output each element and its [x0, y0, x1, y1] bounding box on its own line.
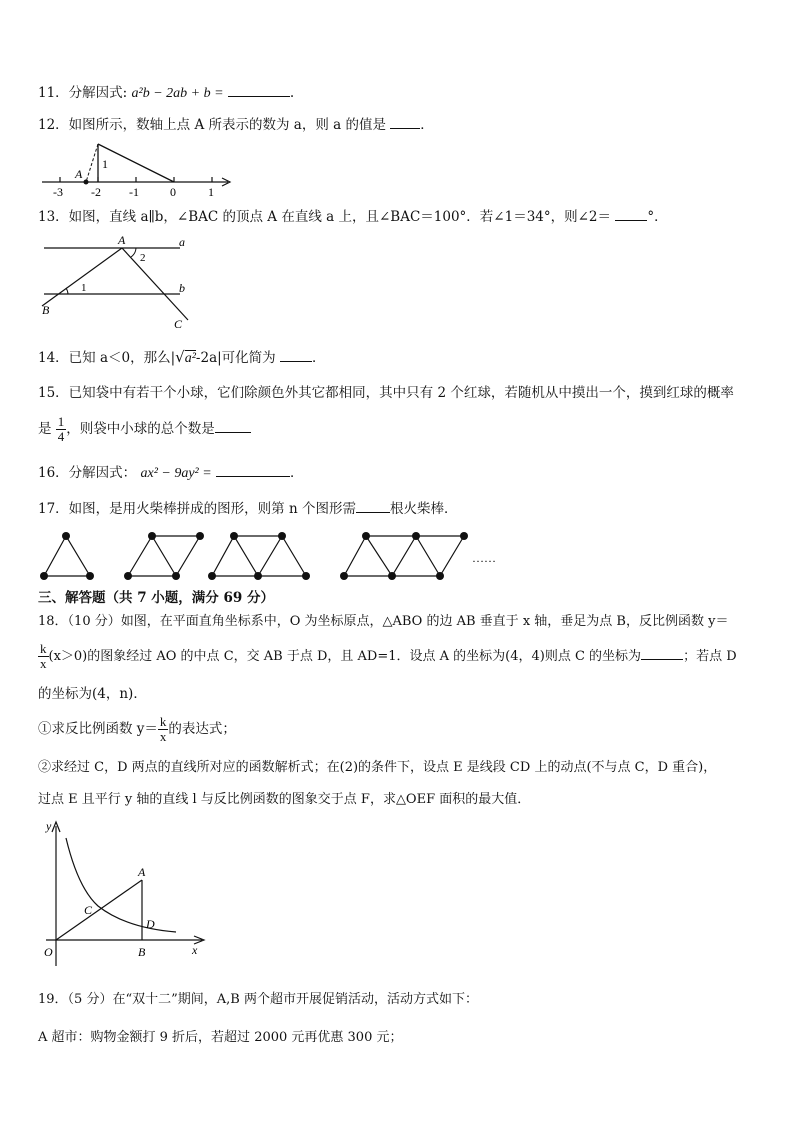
q19-line2: A 超市：购物金额打 9 折后，若超过 2000 元再优惠 300 元； [38, 1030, 403, 1045]
q17-end: 根火柴棒． [389, 501, 458, 517]
origin-label: O [44, 945, 53, 959]
q14-end: ． [311, 350, 326, 366]
question-11 [38, 82, 294, 104]
tick-label: -1 [129, 185, 139, 199]
matchstick-triangles-figure [36, 530, 516, 584]
answer-blank[interactable] [215, 418, 251, 433]
point-B-label: B [42, 303, 50, 317]
answer-blank[interactable] [615, 206, 647, 221]
parallel-lines-figure [38, 232, 198, 336]
number-line-figure [38, 138, 234, 200]
answer-blank[interactable] [390, 114, 420, 129]
question-18-line2 [38, 640, 737, 674]
point-D-label: D [146, 917, 155, 931]
q15-line1: 15．已知袋中有若干个小球，它们除颜色外其它都相同，其中只有 2 个红球，若随机从中摸出一个，摸到红球的概率 [38, 385, 734, 401]
fraction-k-over-x [158, 715, 169, 744]
q18-p1-pre: ①求反比例函数 y＝ [38, 721, 158, 737]
q11-end: . [289, 85, 295, 101]
q16-end: ． [290, 465, 304, 481]
y-axis-label: y [46, 819, 52, 833]
continuation-dots: …… [472, 551, 496, 565]
fraction-numerator: 1 [57, 414, 65, 429]
question-18-part2 [38, 758, 716, 778]
q18-line2: (x＞0)的图象经过 AO 的中点 C，交 AB 于点 D，且 AD=1．设点 A 的坐标为(4，4)则点 C 的坐标为 [48, 649, 642, 664]
question-12 [38, 114, 434, 135]
angle-2-label: 2 [140, 252, 146, 264]
point-A-label: A [75, 167, 83, 181]
q11-label: 11．分解因式: [38, 85, 128, 101]
q18-p2a: ②求经过 C，D 两点的直线所对应的函数解析式；在(2)的条件下，设点 E 是线段 CD 上的动点(不与点 C，D 重合)， [38, 760, 717, 775]
line-b-label: b [179, 281, 185, 295]
q13-text: 13．如图，直线 a∥b，∠BAC 的顶点 A 在直线 a 上，且∠BAC＝100°．若∠1＝34°，则∠2＝ [38, 209, 612, 225]
q18-p1-post: 的表达式； [168, 721, 236, 737]
tick-label: 1 [208, 185, 214, 199]
q14-radicand: a² [184, 351, 196, 366]
q12-end: ． [420, 117, 434, 133]
question-15-line1 [38, 383, 734, 403]
fraction-k-over-x [38, 642, 49, 671]
q18-p2b: 过点 E 且平行 y 轴的直线 l 与反比例函数的图象交于点 F，求△OEF 面积的最大值． [38, 792, 531, 807]
question-19-line1 [38, 990, 478, 1010]
tick-label: -3 [53, 185, 63, 199]
answer-blank[interactable] [228, 82, 290, 97]
q19-line1: 19．（5 分）在“双十二”期间，A,B 两个超市开展促销活动，活动方式如下： [38, 992, 478, 1007]
question-14 [38, 347, 325, 369]
q15-pre: 是 [38, 421, 52, 437]
answer-blank[interactable] [280, 347, 312, 362]
q15-post: ，则袋中小球的总个数是 [66, 421, 215, 437]
q16-expression: ax² − 9ay² = [140, 466, 212, 481]
q18-line3: 的坐标为(4，n)． [38, 686, 147, 702]
question-18-part2-cont [38, 790, 530, 810]
q14-text-a: 14．已知 a＜0，那么| [38, 350, 176, 366]
q14-text-b: -2a|可化简为 [195, 350, 276, 366]
fraction-denominator: 4 [57, 429, 65, 444]
segment-label: 1 [102, 157, 108, 171]
fraction-numerator: k [40, 641, 47, 656]
fraction-denominator: x [159, 729, 167, 744]
section-title: 三、解答题（共 7 小题，满分 69 分） [38, 590, 274, 606]
q18-line1: 18．（10 分）如图，在平面直角坐标系中，O 为坐标原点，△ABO 的边 AB 垂直于 x 轴，垂足为点 B，反比例函数 y＝ [38, 614, 729, 629]
question-16 [38, 462, 304, 484]
q13-end: °． [647, 209, 668, 225]
q17-text: 17．如图，是用火柴棒拼成的图形，则第 n 个图形需 [38, 501, 356, 517]
point-C-label: C [174, 317, 183, 331]
question-17 [38, 498, 457, 519]
question-18-line1 [38, 612, 728, 632]
fraction-denominator: x [40, 656, 47, 671]
coordinate-figure [36, 818, 212, 970]
question-15-line2 [38, 412, 251, 446]
question-13 [38, 206, 668, 227]
question-19-line2 [38, 1028, 402, 1048]
fraction-numerator: k [159, 714, 167, 729]
fraction-quarter [56, 415, 67, 444]
angle-1-label: 1 [81, 282, 87, 294]
tick-label: -2 [91, 185, 101, 199]
q12-text: 12．如图所示，数轴上点 A 所表示的数为 a，则 a 的值是 [38, 117, 386, 133]
question-18-line3 [38, 684, 147, 704]
answer-blank[interactable] [356, 498, 390, 513]
point-C-label: C [84, 903, 93, 917]
point-A-label: A [118, 233, 126, 247]
x-axis-label: x [192, 943, 198, 957]
question-18-part1 [38, 712, 236, 746]
q16-label: 16．分解因式： [38, 465, 137, 481]
radical-icon: √ [175, 348, 185, 366]
tick-label: 0 [170, 185, 176, 199]
point-A-label: A [138, 865, 146, 879]
line-a-label: a [179, 235, 185, 249]
q18-line2-end: ；若点 D [683, 649, 737, 664]
q11-expression: a²b − 2ab + b = [131, 86, 224, 101]
answer-blank[interactable] [216, 462, 290, 477]
point-B-label: B [138, 945, 146, 959]
answer-blank[interactable] [641, 645, 683, 660]
